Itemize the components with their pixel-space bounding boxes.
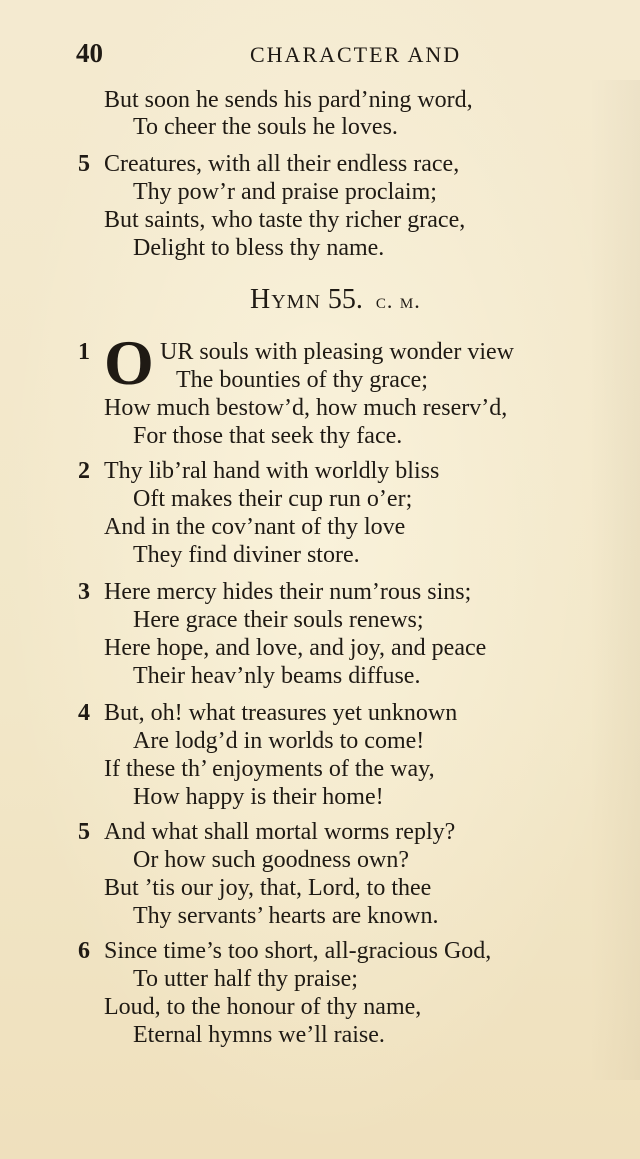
page-header [76,38,590,74]
carryover-line: But soon he sends his pard’ning word, [104,87,473,113]
drop-cap: O [104,327,154,398]
stanza-line: Here grace their souls renews; [133,607,424,633]
stanza-line: Eternal hymns we’ll raise. [133,1022,385,1048]
stanza-line: How happy is their home! [133,784,384,810]
stanza-line: But ’tis our joy, that, Lord, to thee [104,875,432,901]
stanza-line: And in the cov’nant of thy love [104,514,406,540]
hymn-number: 55. [327,284,363,315]
stanza-line: But saints, who taste thy richer grace, [104,207,466,233]
stanza-line: Oft makes their cup run o’er; [133,486,413,512]
show-through-shadow [590,80,640,1080]
stanza-line: Since time’s too short, all-gracious God, [104,938,492,964]
stanza-line: And what shall mortal worms reply? [104,819,456,845]
hymn-meter: c. m. [375,288,421,313]
stanza-line: To utter half thy praise; [133,966,358,992]
stanza-line: UR souls with pleasing wonder view [160,339,514,365]
carryover-line: To cheer the souls he loves. [133,114,398,140]
stanza-line: For those that seek thy face. [133,423,403,449]
stanza-line: Thy lib’ral hand with worldly bliss [104,458,440,484]
stanza-line: Their heav’nly beams diffuse. [133,663,421,689]
stanza-line: Thy servants’ hearts are known. [133,903,439,929]
stanza-line: Are lodg’d in worlds to come! [133,728,425,754]
stanza-line: But, oh! what treasures yet unknown [104,700,458,726]
hymn-title [250,284,421,316]
stanza-line: Here hope, and love, and joy, and peace [104,635,487,661]
running-head: CHARACTER AND [250,42,462,67]
page-number: 40 [76,38,103,68]
stanza-line: If these th’ enjoyments of the way, [104,756,435,782]
stanza-line: The bounties of thy grace; [176,367,428,393]
stanza-number: 3 [78,579,90,605]
stanza-line: Loud, to the honour of thy name, [104,994,422,1020]
hymn-title-word: Hymn [250,284,321,315]
stanza-line: Delight to bless thy name. [133,235,385,261]
stanza-number: 6 [78,938,90,964]
stanza-line: How much bestow’d, how much reserv’d, [104,395,508,421]
stanza-line: Thy pow’r and praise proclaim; [133,179,437,205]
stanza-line: Creatures, with all their endless race, [104,151,460,177]
stanza-number: 1 [78,339,90,365]
stanza-number: 5 [78,819,90,845]
stanza-line: Or how such goodness own? [133,847,409,873]
stanza-line: Here mercy hides their num’rous sins; [104,579,472,605]
stanza-number: 2 [78,458,90,484]
stanza-number: 5 [78,151,90,177]
stanza-line: They find diviner store. [133,542,360,568]
stanza-number: 4 [78,700,90,726]
